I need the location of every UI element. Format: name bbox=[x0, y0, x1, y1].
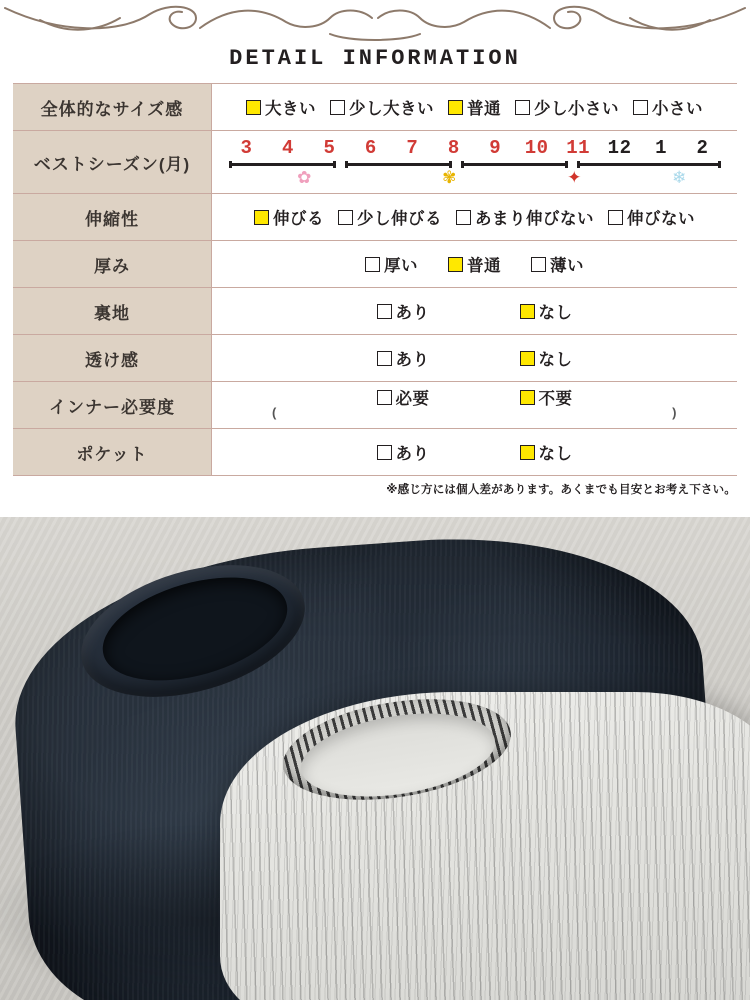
row-value-sheerness bbox=[212, 335, 738, 382]
option-label: 普通 bbox=[467, 257, 501, 275]
header-ornament bbox=[0, 0, 750, 44]
option-label: 普通 bbox=[467, 100, 501, 118]
option-label: あり bbox=[395, 445, 430, 463]
option-thickness-2[interactable] bbox=[531, 252, 584, 276]
row-label-size: 全体的なサイズ感 bbox=[13, 84, 212, 131]
option-pocket-1[interactable] bbox=[520, 440, 573, 464]
table-row bbox=[13, 131, 737, 194]
option-label: 薄い bbox=[550, 257, 584, 275]
season-month: 3 bbox=[240, 137, 253, 159]
table-row bbox=[13, 241, 737, 288]
checkbox-icon[interactable] bbox=[246, 100, 261, 115]
option-inner-0[interactable] bbox=[377, 385, 430, 409]
option-size-3[interactable] bbox=[515, 95, 619, 119]
option-label: 少し小さい bbox=[534, 100, 619, 118]
table-row bbox=[13, 84, 737, 131]
option-sheerness-1[interactable] bbox=[520, 346, 573, 370]
disclaimer-note: ※感じ方には個人差があります。あくまでも目安とお考え下さい。 bbox=[386, 484, 736, 496]
option-label: 大きい bbox=[265, 100, 316, 118]
option-stretch-0[interactable] bbox=[254, 205, 324, 229]
option-label: 不要 bbox=[538, 390, 573, 408]
option-stretch-2[interactable] bbox=[456, 205, 594, 229]
season-month: 9 bbox=[489, 137, 502, 159]
option-thickness-1[interactable] bbox=[448, 252, 501, 276]
checkbox-icon[interactable] bbox=[520, 351, 535, 366]
checkbox-icon[interactable] bbox=[377, 304, 392, 319]
option-label: 厚い bbox=[384, 257, 418, 275]
sunflower-icon: ✾ bbox=[442, 168, 457, 187]
row-value-thickness bbox=[212, 241, 738, 288]
season-month: 5 bbox=[323, 137, 336, 159]
option-stretch-1[interactable] bbox=[338, 205, 442, 229]
option-label: 伸びる bbox=[273, 210, 324, 228]
option-thickness-0[interactable] bbox=[365, 252, 418, 276]
checkbox-icon[interactable] bbox=[377, 390, 392, 405]
row-value-season bbox=[212, 131, 738, 194]
option-size-0[interactable] bbox=[246, 95, 316, 119]
row-label-thickness: 厚み bbox=[13, 241, 212, 288]
table-row bbox=[13, 382, 737, 429]
maple-leaf-icon: ✦ bbox=[567, 168, 582, 187]
option-label: なし bbox=[538, 304, 573, 322]
season-month: 1 bbox=[655, 137, 667, 159]
season-month: 10 bbox=[524, 137, 549, 159]
row-value-lining bbox=[212, 288, 738, 335]
checkbox-icon[interactable] bbox=[608, 210, 623, 225]
row-value-stretch bbox=[212, 194, 738, 241]
row-label-lining: 裏地 bbox=[13, 288, 212, 335]
season-month: 7 bbox=[406, 137, 419, 159]
checkbox-icon[interactable] bbox=[456, 210, 471, 225]
checkbox-icon[interactable] bbox=[330, 100, 345, 115]
option-label: 少し大きい bbox=[349, 100, 434, 118]
season-month: 4 bbox=[282, 137, 294, 159]
option-lining-0[interactable] bbox=[377, 299, 430, 323]
season-bar bbox=[225, 161, 725, 168]
season-month: 12 bbox=[607, 137, 632, 159]
checkbox-icon[interactable] bbox=[338, 210, 353, 225]
option-label: 小さい bbox=[652, 100, 703, 118]
season-month: 8 bbox=[447, 137, 460, 159]
season-month: 11 bbox=[566, 137, 591, 159]
row-value-size bbox=[212, 84, 738, 131]
option-label: あり bbox=[395, 351, 430, 369]
option-pocket-0[interactable] bbox=[377, 440, 430, 464]
row-label-sheerness: 透け感 bbox=[13, 335, 212, 382]
row-label-inner: インナー必要度 bbox=[13, 382, 212, 429]
row-value-inner bbox=[212, 382, 738, 429]
checkbox-icon[interactable] bbox=[515, 100, 530, 115]
cherry-blossom-icon: ✿ bbox=[297, 168, 312, 187]
option-inner-1[interactable] bbox=[520, 385, 573, 409]
checkbox-icon[interactable] bbox=[365, 257, 380, 272]
snowflake-icon: ❄ bbox=[672, 168, 687, 187]
season-month: 2 bbox=[696, 137, 709, 159]
checkbox-icon[interactable] bbox=[520, 390, 535, 405]
table-row bbox=[13, 429, 737, 476]
option-size-1[interactable] bbox=[330, 95, 434, 119]
checkbox-icon[interactable] bbox=[377, 445, 392, 460]
option-label: あり bbox=[395, 304, 430, 322]
checkbox-icon[interactable] bbox=[254, 210, 269, 225]
checkbox-icon[interactable] bbox=[520, 304, 535, 319]
page-title: DETAIL INFORMATION bbox=[229, 46, 521, 71]
option-lining-1[interactable] bbox=[520, 299, 573, 323]
light-garment bbox=[220, 692, 750, 1000]
checkbox-icon[interactable] bbox=[520, 445, 535, 460]
option-stretch-3[interactable] bbox=[608, 205, 695, 229]
season-month-numbers bbox=[225, 135, 725, 159]
checkbox-icon[interactable] bbox=[377, 351, 392, 366]
option-label: 少し伸びる bbox=[357, 210, 442, 228]
season-scale bbox=[225, 135, 725, 191]
checkbox-icon[interactable] bbox=[448, 257, 463, 272]
row-label-season: ベストシーズン(月) bbox=[13, 131, 212, 194]
season-month: 6 bbox=[364, 137, 377, 159]
detail-spec-table bbox=[13, 83, 737, 476]
option-label: 伸びない bbox=[627, 210, 695, 228]
table-row bbox=[13, 288, 737, 335]
option-label: 必要 bbox=[395, 390, 430, 408]
option-sheerness-0[interactable] bbox=[377, 346, 430, 370]
checkbox-icon[interactable] bbox=[633, 100, 648, 115]
paren-right: ) bbox=[672, 405, 677, 420]
option-label: なし bbox=[538, 351, 573, 369]
table-row bbox=[13, 194, 737, 241]
inner-note-parens bbox=[212, 405, 737, 425]
checkbox-icon[interactable] bbox=[531, 257, 546, 272]
option-label: なし bbox=[538, 445, 573, 463]
row-label-pocket: ポケット bbox=[13, 429, 212, 476]
option-label: あまり伸びない bbox=[475, 210, 594, 228]
row-label-stretch: 伸縮性 bbox=[13, 194, 212, 241]
checkbox-icon[interactable] bbox=[448, 100, 463, 115]
season-icons bbox=[225, 168, 725, 190]
table-row bbox=[13, 335, 737, 382]
product-photo bbox=[0, 517, 750, 1000]
option-size-4[interactable] bbox=[633, 95, 703, 119]
row-value-pocket bbox=[212, 429, 738, 476]
paren-left: ( bbox=[272, 405, 277, 420]
option-size-2[interactable] bbox=[448, 95, 501, 119]
